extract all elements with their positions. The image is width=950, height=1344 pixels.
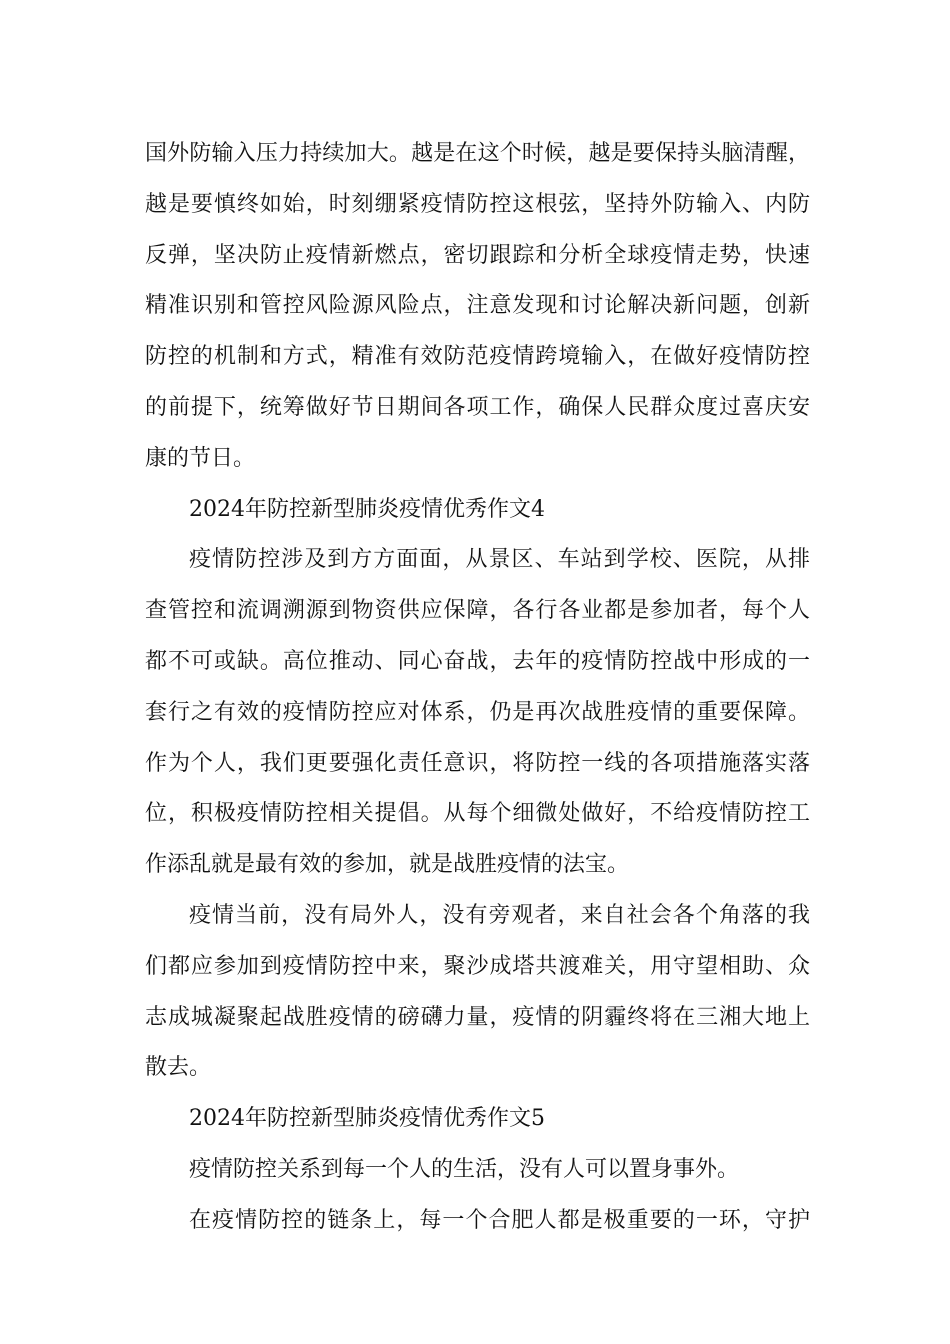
text-line: 散去。 [145,1055,212,1081]
text-line: 的前提下，统筹做好节日期间各项工作，确保人民群众度过喜庆安 [145,394,810,420]
text-line: 越是要慎终如始，时刻绷紧疫情防控这根弦，坚持外防输入、内防 [145,191,810,217]
text-line: 套行之有效的疫情防控应对体系，仍是再次战胜疫情的重要保障。 [145,699,810,725]
text-line: 疫情防控涉及到方方面面，从景区、车站到学校、医院，从排 [189,547,810,573]
text-line: 查管控和流调溯源到物资供应保障，各行各业都是参加者，每个人 [145,598,810,624]
text-line: 作添乱就是最有效的参加，就是战胜疫情的法宝。 [145,852,630,878]
text-line: 志成城凝聚起战胜疫情的磅礴力量，疫情的阴霾终将在三湘大地上 [145,1004,810,1030]
text-line: 精准识别和管控风险源风险点，注意发现和讨论解决新问题，创新 [145,293,810,319]
text-line: 国外防输入压力持续加大。越是在这个时候，越是要保持头脑清醒， [145,141,810,166]
document-page [145,129,810,1247]
text-line: 疫情防控关系到每一个人的生活，没有人可以置身事外。 [189,1156,740,1182]
text-line: 康的节日。 [145,445,256,471]
text-line: 们都应参加到疫情防控中来，聚沙成塔共渡难关，用守望相助、众 [145,953,810,979]
text-line: 防控的机制和方式，精准有效防范疫情跨境输入，在做好疫情防控 [145,344,810,370]
text-line: 疫情当前，没有局外人，没有旁观者，来自社会各个角落的我 [189,902,810,928]
text-line: 都不可或缺。高位推动、同心奋战，去年的疫情防控战中形成的一 [145,648,810,674]
text-line: 在疫情防控的链条上，每一个合肥人都是极重要的一环，守护 [189,1207,810,1233]
text-line: 反弹，坚决防止疫情新燃点，密切跟踪和分析全球疫情走势，快速 [145,242,810,268]
text-line: 作为个人，我们更要强化责任意识，将防控一线的各项措施落实落 [145,750,810,776]
text-line: 位，积极疫情防控相关提倡。从每个细微处做好，不给疫情防控工 [145,801,810,827]
section-heading: 2024年防控新型肺炎疫情优秀作文5 [189,1106,545,1132]
section-heading: 2024年防控新型肺炎疫情优秀作文4 [189,496,545,522]
